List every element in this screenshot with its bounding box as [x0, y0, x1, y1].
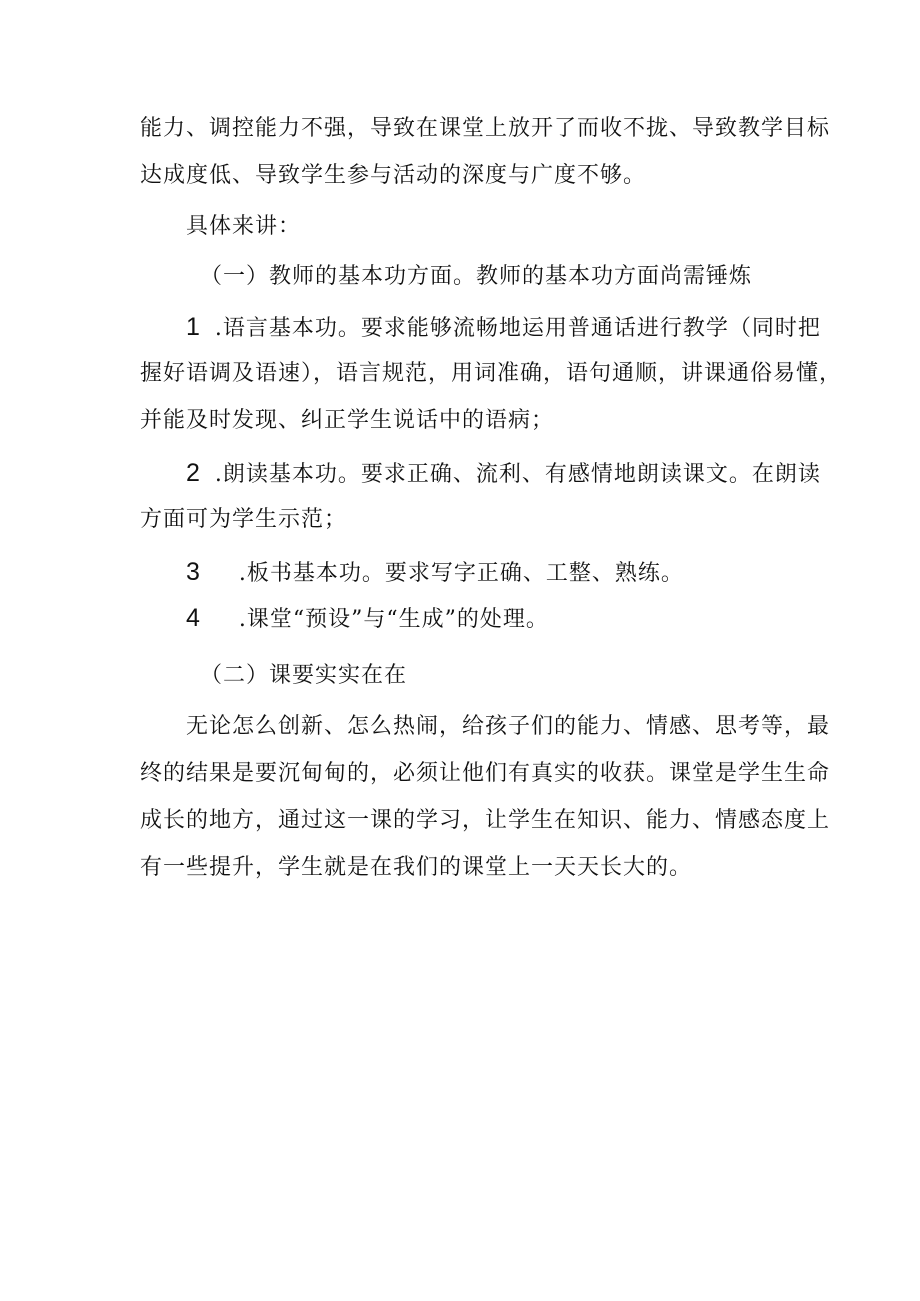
list-item-2-number: 2: [186, 459, 201, 487]
paragraph-line-2: 终的结果是要沉甸甸的，必须让他们有真实的收获。课堂是学生生命: [140, 761, 831, 786]
list-item-3: [186, 557, 684, 589]
list-item-2-line-2: 方面可为学生示范；: [140, 507, 348, 532]
paragraph-line-1: 无论怎么创新、怎么热闹，给孩子们的能力、情感、思考等，最: [186, 714, 831, 739]
list-item-3-text: .板书基本功。要求写字正确、工整、熟练。: [238, 561, 684, 586]
list-item-1-line-1: [186, 312, 821, 344]
list-item-4-text: .课堂“预设”与“生成”的处理。: [238, 607, 549, 632]
list-item-1-text: .语言基本功。要求能够流畅地运用普通话进行教学（同时把: [214, 316, 821, 341]
section-2-heading: （二）课要实实在在: [200, 663, 408, 688]
list-item-1-line-2: 握好语调及语速），语言规范，用词准确，语句通顺，讲课通俗易懂，: [140, 361, 843, 386]
specifically-label: 具体来讲：: [186, 214, 302, 239]
list-item-2-line-1: [186, 458, 821, 490]
paragraph-line-3: 成长的地方，通过这一课的学习，让学生在知识、能力、情感态度上: [140, 808, 831, 833]
list-item-2-text: .朗读基本功。要求正确、流利、有感情地朗读课文。在朗读: [214, 462, 821, 487]
list-item-1-number: 1: [186, 313, 201, 341]
intro-line-1: 能力、调控能力不强，导致在课堂上放开了而收不拢、导致教学目标: [140, 116, 831, 141]
list-item-4: [186, 603, 549, 635]
intro-line-2: 达成度低、导致学生参与活动的深度与广度不够。: [140, 163, 647, 188]
list-item-4-number: 4: [186, 604, 201, 632]
list-item-3-number: 3: [186, 558, 201, 586]
list-item-1-line-3: 并能及时发现、纠正学生说话中的语病；: [140, 408, 555, 433]
paragraph-line-4: 有一些提升，学生就是在我们的课堂上一天天长大的。: [140, 855, 693, 880]
section-1-heading: （一）教师的基本功方面。教师的基本功方面尚需锤炼: [200, 264, 753, 289]
